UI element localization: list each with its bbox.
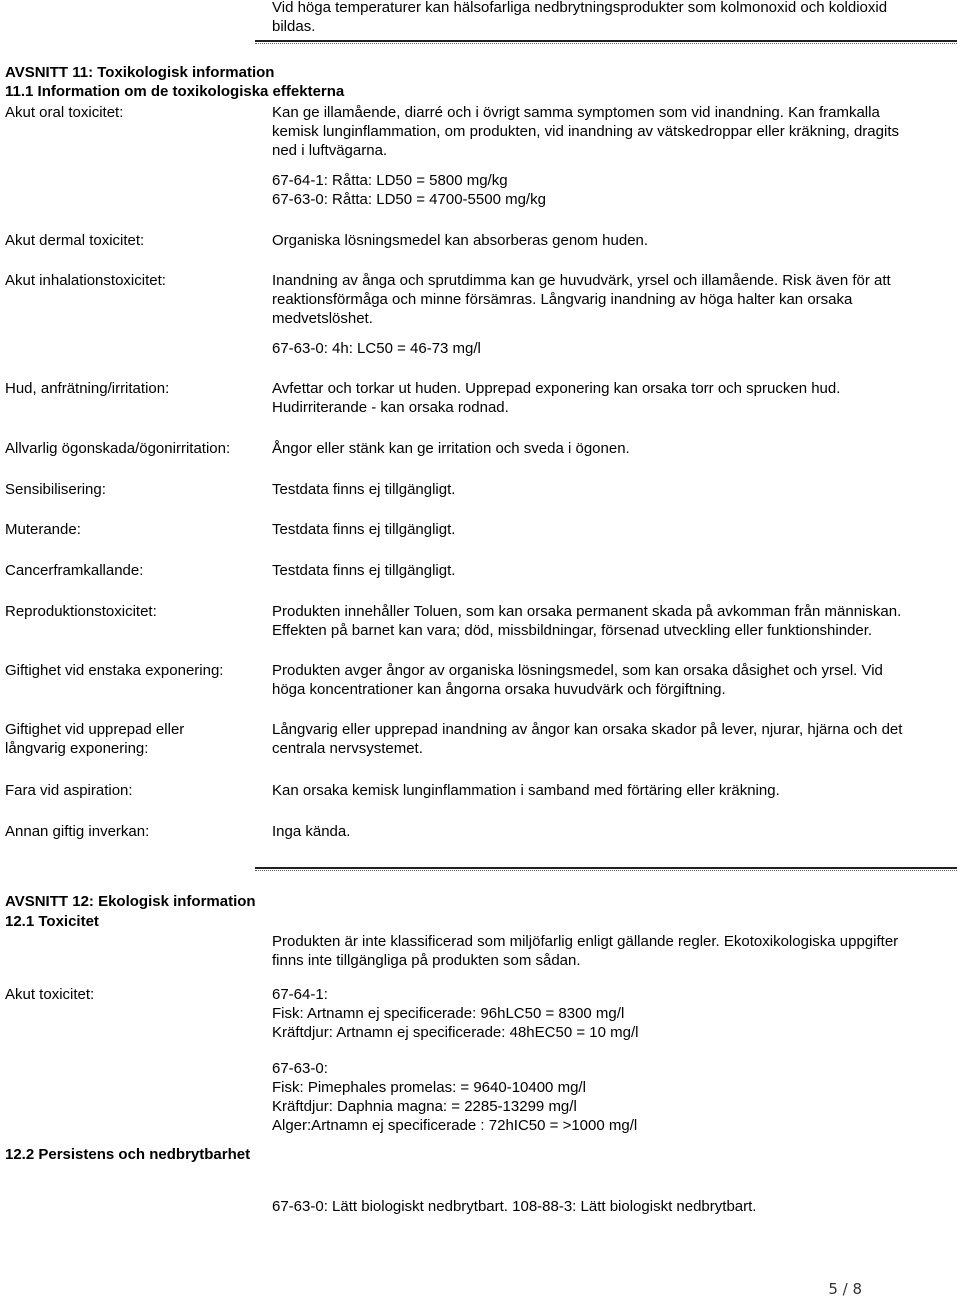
single-exposure-label: Giftighet vid enstaka exponering:	[5, 662, 224, 679]
single-exposure-line: höga koncentrationer kan ångorna orsaka huvudvärk och förgiftning.	[272, 681, 726, 698]
reproductive-toxicity-label: Reproduktionstoxicitet:	[5, 603, 157, 620]
oral-toxicity-text	[272, 103, 958, 160]
eye-damage-label: Allvarlig ögonskada/ögonirritation:	[5, 440, 231, 457]
other-effects-label: Annan giftig inverkan:	[5, 823, 150, 840]
acute-toxicity-line: Fisk: Artnamn ej specificerade: 96hLC50 = 8300 mg/l	[272, 1005, 625, 1022]
repeated-exposure-text	[272, 720, 958, 758]
acute-toxicity-isopropanol	[272, 1059, 958, 1135]
inhalation-line: reaktionsförmåga och minne försämras. Långvarig inandning av höga halter kan orsaka	[272, 291, 853, 308]
oral-ld50-value: 67-64-1: Råtta: LD50 = 5800 mg/kg	[272, 172, 508, 189]
oral-toxicity-label: Akut oral toxicitet:	[5, 104, 124, 121]
section-divider	[255, 40, 957, 42]
acute-toxicity-line: Fisk: Pimephales promelas: = 9640-10400 mg/l	[272, 1079, 586, 1096]
mutagenic-text: Testdata finns ej tillgängligt.	[272, 521, 456, 538]
repeated-exposure-label-line: Giftighet vid upprepad eller	[5, 721, 185, 738]
aspiration-hazard-label: Fara vid aspiration:	[5, 782, 133, 799]
sensitisation-label: Sensibilisering:	[5, 481, 106, 498]
single-exposure-line: Produkten avger ångor av organiska lösningsmedel, som kan orsaka dåsighet och yrsel. Vid	[272, 662, 883, 679]
acute-toxicity-line: Alger:Artnamn ej specificerade : 72hIC50 = >1000 mg/l	[272, 1117, 638, 1134]
skin-irritation-line: Avfettar och torkar ut huden. Upprepad exponering kan orsaka torr och sprucken hud.	[272, 380, 841, 397]
dermal-toxicity-label: Akut dermal toxicitet:	[5, 232, 145, 249]
acute-toxicity-line: 67-63-0:	[272, 1060, 328, 1077]
sensitisation-text: Testdata finns ej tillgängligt.	[272, 481, 456, 498]
acute-toxicity-line: Kräftdjur: Artnamn ej specificerade: 48hEC50 = 10 mg/l	[272, 1024, 639, 1041]
inhalation-toxicity-label: Akut inhalationstoxicitet:	[5, 272, 166, 289]
inhalation-toxicity-text	[272, 271, 958, 328]
repeated-exposure-label	[5, 720, 184, 758]
top-note-line: Vid höga temperaturer kan hälsofarliga nedbrytningsprodukter som kolmonoxid och koldioxid	[272, 0, 888, 16]
acute-toxicity-line: 67-64-1:	[272, 986, 328, 1003]
reproductive-toxicity-text	[272, 602, 958, 640]
skin-irritation-label: Hud, anfrätning/irritation:	[5, 380, 170, 397]
carcinogenic-label: Cancerframkallande:	[5, 562, 144, 579]
inhalation-line: Inandning av ånga och sprutdimma kan ge huvudvärk, yrsel och illamående. Risk även för att	[272, 272, 891, 289]
ecotox-intro	[272, 932, 958, 970]
skin-irritation-text	[272, 379, 958, 417]
acute-toxicity-label: Akut toxicitet:	[5, 986, 95, 1003]
section-12-1-heading: 12.1 Toxicitet	[5, 913, 99, 930]
oral-toxicity-line: ned i luftvägarna.	[272, 142, 388, 159]
repeated-exposure-line: centrala nervsystemet.	[272, 740, 423, 757]
mutagenic-label: Muterande:	[5, 521, 81, 538]
persistence-text: 67-63-0: Lätt biologiskt nedbrytbart. 108-88-3: Lätt biologiskt nedbrytbart.	[272, 1198, 757, 1215]
oral-ld50-value: 67-63-0: Råtta: LD50 = 4700-5500 mg/kg	[272, 191, 546, 208]
section-12-2-heading: 12.2 Persistens och nedbrytbarhet	[5, 1146, 251, 1163]
carcinogenic-text: Testdata finns ej tillgängligt.	[272, 562, 456, 579]
dermal-toxicity-text: Organiska lösningsmedel kan absorberas genom huden.	[272, 232, 649, 249]
section-11-heading: AVSNITT 11: Toxikologisk information	[5, 64, 275, 81]
repeated-exposure-line: Långvarig eller upprepad inandning av ångor kan orsaka skador på lever, njurar, hjärna och det	[272, 721, 903, 738]
reproductive-line: Effekten på barnet kan vara; död, missbildningar, försenad utveckling eller funktionshinder.	[272, 622, 873, 639]
reproductive-line: Produkten innehåller Toluen, som kan orsaka permanent skada på avkomman från människan.	[272, 603, 902, 620]
top-note-line: bildas.	[272, 18, 316, 35]
oral-toxicity-line: Kan ge illamående, diarré och i övrigt samma symptomen som vid inandning. Kan framkalla	[272, 104, 880, 121]
eye-damage-text: Ångor eller stänk kan ge irritation och sveda i ögonen.	[272, 440, 630, 457]
top-note	[272, 0, 958, 36]
other-effects-text: Inga kända.	[272, 823, 351, 840]
oral-toxicity-data	[272, 171, 958, 209]
ecotox-intro-line: Produkten är inte klassificerad som miljöfarlig enligt gällande regler. Ekotoxikologiska uppgifter	[272, 933, 899, 950]
page-number: 5 / 8	[828, 1280, 862, 1298]
inhalation-lc50-value: 67-63-0: 4h: LC50 = 46-73 mg/l	[272, 340, 481, 357]
inhalation-line: medvetslöshet.	[272, 310, 373, 327]
oral-toxicity-line: kemisk lunginflammation, om produkten, vid inandning av vätskedroppar eller kräkning, dragits	[272, 123, 899, 140]
aspiration-hazard-text: Kan orsaka kemisk lunginflammation i samband med förtäring eller kräkning.	[272, 782, 780, 799]
section-12-heading: AVSNITT 12: Ekologisk information	[5, 893, 256, 910]
acute-toxicity-line: Kräftdjur: Daphnia magna: = 2285-13299 mg/l	[272, 1098, 577, 1115]
acute-toxicity-acetone	[272, 985, 958, 1042]
section-divider	[255, 867, 957, 869]
ecotox-intro-line: finns inte tillgängliga på produkten som sådan.	[272, 952, 581, 969]
single-exposure-text	[272, 661, 958, 699]
section-11-1-heading: 11.1 Information om de toxikologiska effekterna	[5, 83, 345, 100]
repeated-exposure-label-line: långvarig exponering:	[5, 740, 149, 757]
skin-irritation-line: Hudirriterande - kan orsaka rodnad.	[272, 399, 509, 416]
